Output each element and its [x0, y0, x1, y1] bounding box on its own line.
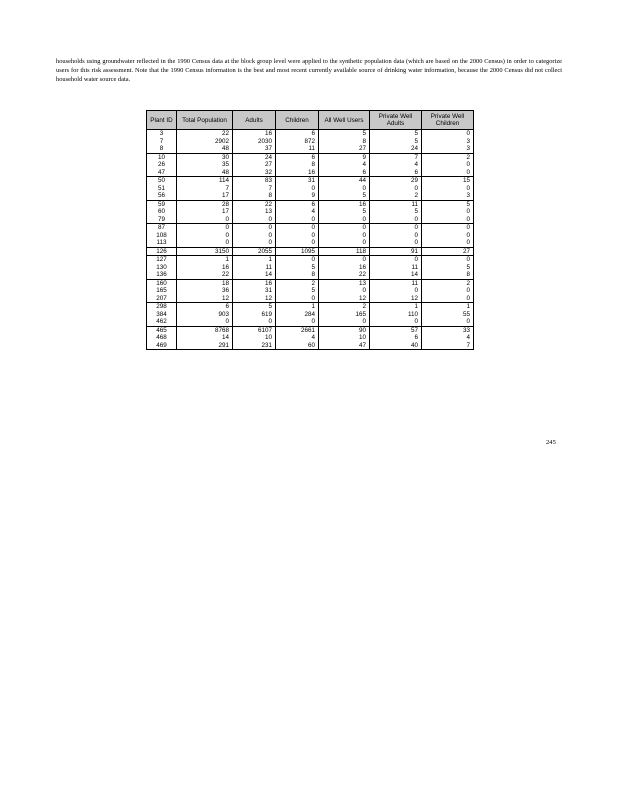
table-cell: 165 [147, 287, 177, 295]
table-cell: 0 [370, 185, 422, 193]
table-cell: 60 [147, 208, 177, 216]
table-cell: 118 [319, 247, 370, 256]
table-cell: 12 [177, 295, 233, 303]
table-cell: 0 [276, 224, 319, 232]
page-number: 245 [546, 439, 556, 446]
table-cell: 5 [370, 208, 422, 216]
table-cell: 11 [276, 145, 319, 153]
table-cell: 165 [319, 311, 370, 319]
table-cell: 3 [422, 145, 474, 153]
table-cell: 0 [319, 239, 370, 247]
table-cell: 462 [147, 318, 177, 326]
table-cell: 0 [370, 239, 422, 247]
table-cell: 5 [319, 208, 370, 216]
table-cell: 0 [422, 318, 474, 326]
table-cell: 1 [233, 256, 276, 264]
table-cell: 9 [319, 153, 370, 161]
table-cell: 36 [177, 287, 233, 295]
table-row [147, 318, 474, 326]
table-cell: 55 [422, 311, 474, 319]
table-cell: 207 [147, 295, 177, 303]
header-private-well-children: Private Well Children [422, 111, 474, 130]
table-cell: 0 [370, 287, 422, 295]
table-cell: 32 [233, 169, 276, 177]
table-cell: 2 [276, 279, 319, 287]
table-cell: 0 [276, 185, 319, 193]
table-cell: 126 [147, 247, 177, 256]
table-cell: 28 [177, 200, 233, 208]
table-cell: 5 [370, 138, 422, 146]
table-cell: 8 [319, 138, 370, 146]
table-row [147, 200, 474, 208]
table-cell: 18 [177, 279, 233, 287]
table-cell: 0 [370, 318, 422, 326]
table-cell: 0 [319, 185, 370, 193]
header-all-well-users: All Well Users [319, 111, 370, 130]
table-cell: 465 [147, 326, 177, 334]
table-cell: 22 [233, 200, 276, 208]
header-private-well-adults: Private Well Adults [370, 111, 422, 130]
table-cell: 91 [370, 247, 422, 256]
table-cell: 6 [276, 200, 319, 208]
table-cell: 7 [177, 185, 233, 193]
table-cell: 83 [233, 177, 276, 185]
table-cell: 0 [422, 232, 474, 240]
table-row [147, 177, 474, 185]
table-cell: 130 [147, 264, 177, 272]
table-cell: 231 [233, 342, 276, 350]
table-cell: 6 [276, 130, 319, 138]
table-cell: 0 [422, 295, 474, 303]
table-cell: 1 [370, 303, 422, 311]
table-cell: 13 [319, 279, 370, 287]
table-cell: 0 [319, 224, 370, 232]
table-cell: 7 [147, 138, 177, 146]
table-cell: 29 [370, 177, 422, 185]
table-cell: 3 [422, 192, 474, 200]
body-paragraph: households using groundwater reflected in the 1990 Census data at the block group level were applied to the synthetic population data (which are based on the 2000 Census) in order to categorize users for this risk assessment. Note that the 1990 Census information is the best and most recent currently available source of drinking water information, because the 2000 Census did not collect household water source data. [56, 58, 562, 83]
table-cell: 11 [370, 200, 422, 208]
table-cell: 7 [422, 342, 474, 350]
table-cell: 16 [319, 200, 370, 208]
table-cell: 0 [422, 256, 474, 264]
table-cell: 6 [370, 169, 422, 177]
table-cell: 5 [276, 287, 319, 295]
table-row [147, 145, 474, 153]
table-row [147, 224, 474, 232]
table-cell: 0 [276, 295, 319, 303]
table-cell: 114 [177, 177, 233, 185]
table-cell: 11 [370, 279, 422, 287]
header-adults: Adults [233, 111, 276, 130]
table-cell: 5 [319, 192, 370, 200]
table-cell: 10 [233, 334, 276, 342]
table-cell: 6 [276, 153, 319, 161]
table-cell: 6 [177, 303, 233, 311]
table-cell: 619 [233, 311, 276, 319]
table-cell: 48 [177, 145, 233, 153]
table-cell: 3150 [177, 247, 233, 256]
table-cell: 17 [177, 192, 233, 200]
table-cell: 0 [177, 318, 233, 326]
table-cell: 0 [177, 239, 233, 247]
table-cell: 0 [233, 239, 276, 247]
table-cell: 4 [319, 161, 370, 169]
table-cell: 47 [319, 342, 370, 350]
table-cell: 13 [233, 208, 276, 216]
table-cell: 8 [276, 161, 319, 169]
table-cell: 7 [370, 153, 422, 161]
table-cell: 47 [147, 169, 177, 177]
table-cell: 5 [233, 303, 276, 311]
table-row [147, 130, 474, 138]
well-users-table [146, 110, 474, 350]
table-cell: 2 [422, 153, 474, 161]
table-cell: 1 [276, 303, 319, 311]
table-cell: 0 [422, 130, 474, 138]
table-cell: 10 [319, 334, 370, 342]
table-cell: 0 [422, 287, 474, 295]
table-row [147, 279, 474, 287]
table-cell: 16 [233, 130, 276, 138]
table-cell: 0 [319, 232, 370, 240]
table-row [147, 264, 474, 272]
table-cell: 27 [422, 247, 474, 256]
table-row [147, 138, 474, 146]
table-cell: 0 [370, 224, 422, 232]
table-cell: 0 [276, 239, 319, 247]
table-cell: 0 [370, 256, 422, 264]
table-cell: 30 [177, 153, 233, 161]
table-cell: 27 [233, 161, 276, 169]
table-cell: 40 [370, 342, 422, 350]
table-row [147, 232, 474, 240]
table-cell: 51 [147, 185, 177, 193]
table-cell: 0 [276, 256, 319, 264]
table-cell: 0 [177, 216, 233, 224]
table-cell: 8 [233, 192, 276, 200]
table-cell: 14 [177, 334, 233, 342]
table-cell: 136 [147, 271, 177, 279]
table-cell: 60 [276, 342, 319, 350]
table-cell: 4 [276, 334, 319, 342]
table-cell: 160 [147, 279, 177, 287]
table-cell: 79 [147, 216, 177, 224]
table-cell: 0 [177, 232, 233, 240]
table-row [147, 342, 474, 350]
table-cell: 50 [147, 177, 177, 185]
table-cell: 17 [177, 208, 233, 216]
table-cell: 8768 [177, 326, 233, 334]
table-cell: 16 [233, 279, 276, 287]
table-cell: 5 [422, 264, 474, 272]
table-cell: 15 [422, 177, 474, 185]
table-cell: 6 [370, 334, 422, 342]
table-cell: 298 [147, 303, 177, 311]
table-cell: 2030 [233, 138, 276, 146]
table-cell: 5 [422, 200, 474, 208]
table-cell: 57 [370, 326, 422, 334]
table-cell: 5 [276, 264, 319, 272]
table-cell: 22 [319, 271, 370, 279]
table-header-row [147, 111, 474, 130]
table-cell: 31 [276, 177, 319, 185]
table-cell: 59 [147, 200, 177, 208]
table-cell: 6107 [233, 326, 276, 334]
table-cell: 2902 [177, 138, 233, 146]
table-cell: 22 [177, 130, 233, 138]
table-cell: 0 [422, 216, 474, 224]
table-cell: 14 [233, 271, 276, 279]
table-cell: 4 [422, 334, 474, 342]
table-cell: 11 [370, 264, 422, 272]
table-cell: 10 [147, 153, 177, 161]
table-cell: 3 [422, 138, 474, 146]
table-cell: 0 [276, 232, 319, 240]
table-cell: 56 [147, 192, 177, 200]
table-row [147, 334, 474, 342]
well-users-table-container [146, 110, 473, 350]
table-cell: 0 [422, 169, 474, 177]
table-cell: 0 [422, 224, 474, 232]
table-cell: 2 [422, 279, 474, 287]
table-cell: 8 [422, 271, 474, 279]
table-cell: 110 [370, 311, 422, 319]
table-cell: 4 [370, 161, 422, 169]
table-cell: 2 [319, 303, 370, 311]
table-row [147, 247, 474, 256]
table-row [147, 256, 474, 264]
table-cell: 0 [233, 224, 276, 232]
table-cell: 14 [370, 271, 422, 279]
table-cell: 2055 [233, 247, 276, 256]
table-cell: 24 [233, 153, 276, 161]
table-cell: 291 [177, 342, 233, 350]
table-cell: 0 [319, 216, 370, 224]
table-row [147, 185, 474, 193]
table-cell: 872 [276, 138, 319, 146]
table-cell: 48 [177, 169, 233, 177]
table-row [147, 192, 474, 200]
table-cell: 12 [233, 295, 276, 303]
table-cell: 16 [276, 169, 319, 177]
table-cell: 0 [422, 208, 474, 216]
table-cell: 0 [276, 318, 319, 326]
table-cell: 0 [422, 239, 474, 247]
table-cell: 3 [147, 130, 177, 138]
table-cell: 5 [319, 130, 370, 138]
table-row [147, 271, 474, 279]
table-cell: 37 [233, 145, 276, 153]
table-cell: 5 [370, 130, 422, 138]
table-cell: 1095 [276, 247, 319, 256]
table-cell: 0 [319, 256, 370, 264]
table-cell: 113 [147, 239, 177, 247]
table-cell: 8 [276, 271, 319, 279]
table-cell: 2661 [276, 326, 319, 334]
table-cell: 0 [233, 216, 276, 224]
table-cell: 468 [147, 334, 177, 342]
table-cell: 35 [177, 161, 233, 169]
table-cell: 903 [177, 311, 233, 319]
table-cell: 87 [147, 224, 177, 232]
table-cell: 469 [147, 342, 177, 350]
table-row [147, 326, 474, 334]
table-row [147, 303, 474, 311]
table-cell: 12 [370, 295, 422, 303]
table-cell: 1 [177, 256, 233, 264]
table-cell: 0 [319, 287, 370, 295]
table-row [147, 287, 474, 295]
table-cell: 2 [370, 192, 422, 200]
table-cell: 9 [276, 192, 319, 200]
table-cell: 33 [422, 326, 474, 334]
table-cell: 0 [276, 216, 319, 224]
table-body [147, 130, 474, 350]
table-cell: 12 [319, 295, 370, 303]
table-cell: 90 [319, 326, 370, 334]
table-cell: 0 [233, 318, 276, 326]
table-row [147, 161, 474, 169]
table-row [147, 169, 474, 177]
table-cell: 0 [177, 224, 233, 232]
table-cell: 0 [422, 185, 474, 193]
table-row [147, 295, 474, 303]
table-cell: 0 [422, 161, 474, 169]
table-cell: 44 [319, 177, 370, 185]
header-children: Children [276, 111, 319, 130]
table-cell: 26 [147, 161, 177, 169]
table-cell: 31 [233, 287, 276, 295]
table-cell: 0 [370, 216, 422, 224]
table-cell: 284 [276, 311, 319, 319]
table-cell: 1 [422, 303, 474, 311]
table-cell: 0 [233, 232, 276, 240]
table-cell: 24 [370, 145, 422, 153]
table-cell: 7 [233, 185, 276, 193]
table-cell: 16 [177, 264, 233, 272]
table-cell: 108 [147, 232, 177, 240]
table-row [147, 311, 474, 319]
table-cell: 0 [370, 232, 422, 240]
table-cell: 11 [233, 264, 276, 272]
table-cell: 6 [319, 169, 370, 177]
table-cell: 127 [147, 256, 177, 264]
table-cell: 22 [177, 271, 233, 279]
table-cell: 4 [276, 208, 319, 216]
header-total-population: Total Population [177, 111, 233, 130]
table-cell: 16 [319, 264, 370, 272]
table-cell: 8 [147, 145, 177, 153]
header-plant-id: Plant ID [147, 111, 177, 130]
table-cell: 0 [319, 318, 370, 326]
table-row [147, 153, 474, 161]
table-row [147, 208, 474, 216]
table-row [147, 239, 474, 247]
table-cell: 384 [147, 311, 177, 319]
table-cell: 27 [319, 145, 370, 153]
table-row [147, 216, 474, 224]
